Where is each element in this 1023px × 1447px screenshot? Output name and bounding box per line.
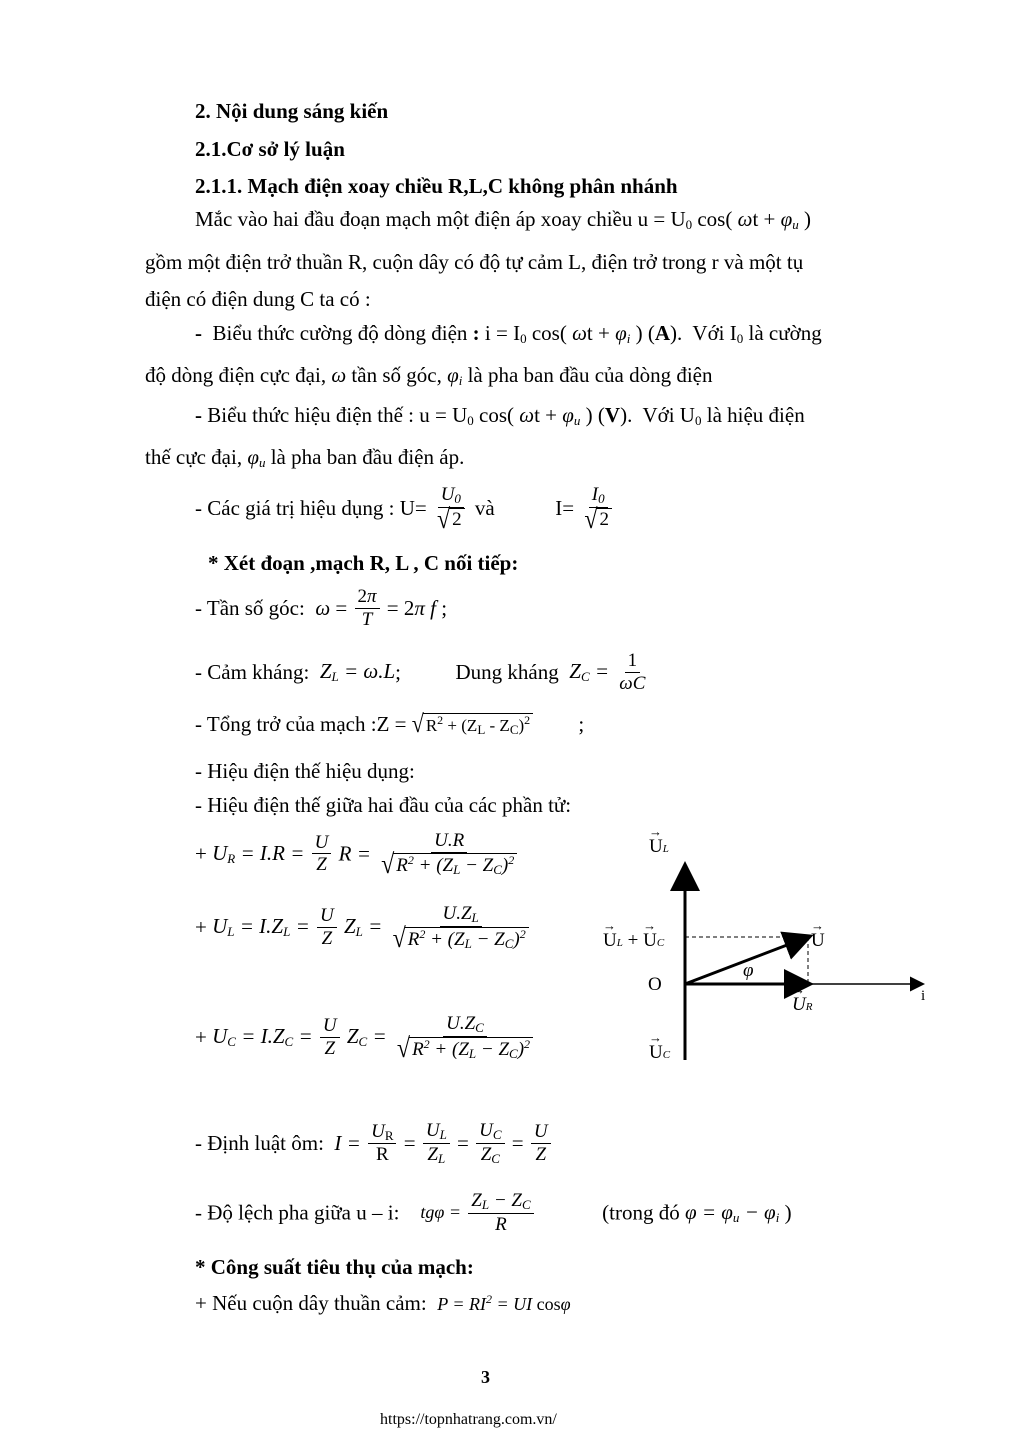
heading-rlc-circuit: 2.1.1. Mạch điện xoay chiều R,L,C không phân nhánh: [195, 174, 678, 198]
label-ul: → UL: [649, 836, 669, 858]
footer-url[interactable]: https://topnhatrang.com.vn/: [380, 1411, 557, 1428]
heading-theory: 2.1.Cơ sở lý luận: [195, 137, 345, 161]
heading-content: 2. Nội dung sáng kiến: [195, 99, 389, 123]
series-heading: * Xét đoạn ,mạch R, L , C nối tiếp:: [208, 551, 519, 575]
current-expression-line: - Biểu thức cường độ dòng điện : $i = I_0$ cos( $\omega t + \varphi_i$ ) (A). Với $I_0$ là cường: [195, 321, 822, 346]
power-pure-line: + Nếu cuộn dây thuần cảm: $P = RI^2$ = UI cosφ: [195, 1291, 571, 1315]
label-ur: → UR: [792, 994, 812, 1016]
ul-formula: + $U_L = I.Z_L$ = $\frac{U}{Z}$ $Z_L$ = $U.Z_L$ √ $R^2 + (Z_L - Z_C)^2$: [195, 903, 534, 952]
impedance-line: - Tổng trở của mạch :Z = √ $R^2 + (Z_L - Z_C)^2$ ;: [195, 708, 585, 738]
reactance-line: - Cảm kháng: $Z_L = \omega.L$; Dung kháng $Z_C$ = $\frac{1}{\omega C}$: [195, 650, 646, 694]
ohm-law-line: - Định luật ôm: I = $\frac{U_R}{R}$ = $\frac{U_L}{Z_L}$ = $\frac{U_C}{Z_C}$ = $\frac{U}{Z}$: [195, 1120, 553, 1167]
page-number: 3: [481, 1367, 490, 1387]
voltage-expression-line-2: thế cực đại, $\varphi_u$ là pha ban đầu điện áp.: [145, 445, 465, 470]
intro-line-1: Mắc vào hai đầu đoạn mạch một điện áp xoay chiều $u = U_0$ cos( $\omega t + \varphi_u$ ): [195, 207, 811, 232]
label-u: → U: [811, 930, 825, 952]
angular-frequency-line: - Tần số góc: ω = $\frac{2\pi}{T}$ = 2π f ;: [195, 586, 448, 630]
label-i: i: [921, 988, 926, 1004]
intro-line-3: điện có điện dung C ta có :: [145, 287, 371, 311]
phase-line: - Độ lệch pha giữa u – i: tgφ = $\frac{Z_L - Z_C}{R}$ (trong đó $\varphi = \varphi_u - \varphi_i$ ): [195, 1190, 792, 1235]
ur-formula: + $U_R = I.R$ = $\frac{U}{Z}$ R = U.R √ $R^2 + (Z_L - Z_C)^2$: [195, 830, 522, 878]
element-voltage-label: - Hiệu điện thế giữa hai đầu của các phần tử:: [195, 793, 572, 817]
label-origin: O: [648, 974, 662, 995]
voltage-expression-line: - Biểu thức hiệu điện thế : $u = U_0$ cos( $\omega t + \varphi_u$ ) (V). Với $U_0$ là hiệu điện: [195, 403, 805, 428]
effective-voltage-label: - Hiệu điện thế hiệu dụng:: [195, 759, 415, 783]
power-heading: * Công suất tiêu thụ của mạch:: [195, 1255, 474, 1279]
current-expression-line-2: độ dòng điện cực đại, ω tần số góc, $\varphi_i$ là pha ban đầu của dòng điện: [145, 363, 713, 388]
label-uc: → UC: [649, 1042, 670, 1064]
label-ul-plus-uc: → UL + → UC: [603, 930, 664, 952]
uc-formula: + $U_C = I.Z_C$ = $\frac{U}{Z}$ $Z_C$ = $U.Z_C$ √ $R^2 + (Z_L - Z_C)^2$: [195, 1013, 538, 1062]
intro-line-2: gồm một điện trở thuần R, cuộn dây có độ tự cảm L, điện trở trong r và một tụ: [145, 250, 804, 274]
effective-values-line: - Các giá trị hiệu dụng : U= $U_0$ √ 2 và I= $I_0$ √ 2: [195, 484, 617, 533]
label-phi: φ: [743, 960, 754, 981]
